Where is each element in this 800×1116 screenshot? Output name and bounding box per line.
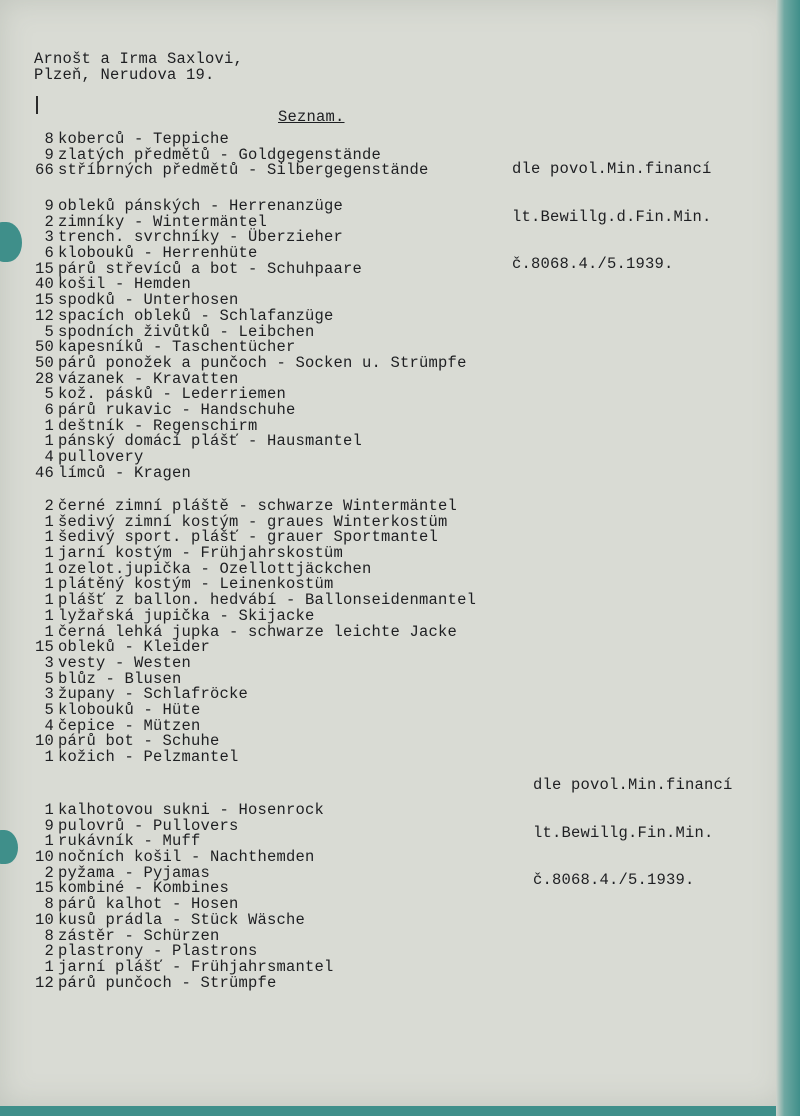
item-description: kapesníků - Taschentücher bbox=[58, 338, 296, 357]
item-quantity: 4 bbox=[44, 448, 54, 466]
item-description: zimníky - Wintermäntel bbox=[58, 212, 268, 231]
item-description: trench. svrchníky - Überzieher bbox=[58, 228, 344, 247]
item-description: nočních košil - Nachthemden bbox=[58, 848, 315, 867]
item-description: vesty - Westen bbox=[58, 653, 192, 672]
item-quantity: 10 bbox=[34, 910, 54, 929]
item-description: ozelot.jupička - Ozellottjäckchen bbox=[58, 559, 372, 578]
item-quantity: 1 bbox=[44, 575, 54, 594]
item-quantity: 50 bbox=[34, 353, 54, 372]
item-quantity: 15 bbox=[34, 291, 54, 310]
inventory-group-misc bbox=[28, 803, 334, 991]
item-quantity: 1 bbox=[44, 416, 54, 435]
item-quantity: 66 bbox=[34, 161, 54, 180]
item-quantity: 5 bbox=[44, 669, 54, 688]
inventory-group-mens bbox=[28, 199, 467, 481]
item-quantity: 6 bbox=[44, 244, 54, 263]
page-title: Seznam. bbox=[278, 108, 345, 126]
item-quantity: 1 bbox=[44, 957, 54, 976]
item-description: kož. pásků - Lederriemen bbox=[58, 385, 287, 404]
item-description: plášť z ballon. hedvábí - Ballonseidenmantel bbox=[58, 591, 477, 610]
item-description: zlatých předmětů - Goldgegenstände bbox=[58, 145, 382, 164]
item-quantity: 1 bbox=[44, 606, 54, 625]
item-quantity: 15 bbox=[34, 879, 54, 898]
item-description: košil - Hemden bbox=[58, 275, 192, 294]
item-quantity: 5 bbox=[44, 700, 54, 719]
item-description: pulovrů - Pullovers bbox=[58, 816, 239, 835]
item-quantity: 5 bbox=[44, 322, 54, 341]
item-description: kožich - Pelzmantel bbox=[58, 748, 239, 766]
item-quantity: 2 bbox=[44, 497, 54, 515]
item-quantity: 9 bbox=[44, 816, 54, 835]
item-quantity: 3 bbox=[44, 685, 54, 704]
item-quantity: 8 bbox=[44, 130, 54, 148]
item-quantity: 40 bbox=[34, 275, 54, 294]
item-quantity: 6 bbox=[44, 400, 54, 419]
item-description: kalhotovou sukni - Hosenrock bbox=[58, 801, 325, 819]
item-description: spodních živůtků - Leibchen bbox=[58, 322, 315, 341]
item-description: párů rukavic - Handschuhe bbox=[58, 400, 296, 419]
item-description: klobouků - Hüte bbox=[58, 700, 201, 719]
item-quantity: 15 bbox=[34, 259, 54, 278]
item-description: pullovery bbox=[58, 448, 144, 466]
item-description: blůz - Blusen bbox=[58, 669, 182, 688]
address-line-2: Plzeň, Nerudova 19. bbox=[34, 66, 215, 84]
item-quantity: 2 bbox=[44, 863, 54, 882]
item-quantity: 1 bbox=[44, 559, 54, 578]
item-quantity: 9 bbox=[44, 197, 54, 215]
item-description: kombiné - Kombines bbox=[58, 879, 230, 898]
item-quantity: 5 bbox=[44, 385, 54, 404]
item-quantity: 1 bbox=[44, 512, 54, 531]
inventory-group-valuables bbox=[28, 132, 429, 179]
item-description: límců - Kragen bbox=[58, 463, 192, 482]
permit-note-line: lt.Bewillg.Fin.Min. bbox=[533, 823, 714, 842]
permit-note-line: dle povol.Min.financí bbox=[533, 776, 733, 795]
item-quantity: 15 bbox=[34, 638, 54, 657]
address-line-1: Arnošt a Irma Saxlovi, bbox=[34, 50, 244, 68]
item-description: župany - Schlafröcke bbox=[58, 685, 249, 704]
item-description: černé zimní pláště - schwarze Wintermäntel bbox=[58, 497, 458, 515]
list-item bbox=[28, 973, 334, 992]
inventory-group-womens bbox=[28, 499, 476, 766]
item-description: lyžařská jupička - Skijacke bbox=[58, 606, 315, 625]
item-description: šedivý zimní kostým - graues Winterkostüm bbox=[58, 512, 448, 531]
permit-note-bottom bbox=[533, 747, 733, 904]
item-quantity: 2 bbox=[44, 212, 54, 231]
item-quantity: 4 bbox=[44, 716, 54, 735]
item-description: koberců - Teppiche bbox=[58, 130, 230, 148]
permit-note-line: č.8068.4./5.1939. bbox=[512, 254, 674, 273]
item-description: párů ponožek a punčoch - Socken u. Strümpfe bbox=[58, 353, 467, 372]
item-quantity: 12 bbox=[34, 306, 54, 325]
item-description: černá lehká jupka - schwarze leichte Jacke bbox=[58, 622, 458, 641]
item-description: plátěný kostým - Leinenkostüm bbox=[58, 575, 334, 594]
list-item bbox=[28, 163, 429, 179]
item-description: jarní plášť - Frühjahrsmantel bbox=[58, 957, 334, 976]
item-description: rukávník - Muff bbox=[58, 832, 201, 851]
item-description: párů punčoch - Strümpfe bbox=[58, 973, 277, 992]
item-description: zástěr - Schürzen bbox=[58, 926, 220, 945]
item-description: párů kalhot - Hosen bbox=[58, 895, 239, 914]
item-quantity: 1 bbox=[44, 832, 54, 851]
item-description: plastrony - Plastrons bbox=[58, 942, 258, 961]
item-description: obleků pánských - Herrenanzüge bbox=[58, 197, 344, 215]
item-quantity: 12 bbox=[34, 973, 54, 992]
item-description: šedivý sport. plášť - grauer Sportmantel bbox=[58, 528, 439, 547]
item-description: klobouků - Herrenhüte bbox=[58, 244, 258, 263]
item-quantity: 1 bbox=[44, 544, 54, 563]
item-quantity: 3 bbox=[44, 228, 54, 247]
item-quantity: 1 bbox=[44, 622, 54, 641]
item-description: deštník - Regenschirm bbox=[58, 416, 258, 435]
item-description: vázanek - Kravatten bbox=[58, 369, 239, 388]
item-quantity: 1 bbox=[44, 528, 54, 547]
item-quantity: 10 bbox=[34, 732, 54, 751]
list-item bbox=[28, 463, 467, 482]
item-quantity: 2 bbox=[44, 942, 54, 961]
item-quantity: 3 bbox=[44, 653, 54, 672]
item-description: pánský domácí plášť - Hausmantel bbox=[58, 432, 363, 451]
permit-note-line: lt.Bewillg.d.Fin.Min. bbox=[512, 207, 712, 226]
item-description: stříbrných předmětů - Silbergegenstände bbox=[58, 161, 429, 180]
list-item bbox=[28, 750, 476, 766]
item-quantity: 9 bbox=[44, 145, 54, 164]
item-quantity: 1 bbox=[44, 748, 54, 766]
item-quantity: 8 bbox=[44, 926, 54, 945]
item-description: kusů prádla - Stück Wäsche bbox=[58, 910, 306, 929]
item-quantity: 1 bbox=[44, 432, 54, 451]
paper-edge-shadow bbox=[776, 0, 800, 1116]
item-quantity: 1 bbox=[44, 801, 54, 819]
permit-note-line: č.8068.4./5.1939. bbox=[533, 870, 695, 889]
item-quantity: 10 bbox=[34, 848, 54, 867]
item-description: spacích obleků - Schlafanzüge bbox=[58, 306, 334, 325]
item-quantity: 46 bbox=[34, 463, 54, 482]
item-description: obleků - Kleider bbox=[58, 638, 211, 657]
item-quantity: 8 bbox=[44, 895, 54, 914]
item-description: párů střevíců a bot - Schuhpaare bbox=[58, 259, 363, 278]
permit-note-line: dle povol.Min.financí bbox=[512, 160, 712, 179]
item-quantity: 1 bbox=[44, 591, 54, 610]
item-description: čepice - Mützen bbox=[58, 716, 201, 735]
item-quantity: 28 bbox=[34, 369, 54, 388]
item-quantity: 50 bbox=[34, 338, 54, 357]
item-description: párů bot - Schuhe bbox=[58, 732, 220, 751]
item-description: jarní kostým - Frühjahrskostüm bbox=[58, 544, 344, 563]
hole-punch-mark bbox=[36, 96, 38, 114]
item-description: spodků - Unterhosen bbox=[58, 291, 239, 310]
item-description: pyžama - Pyjamas bbox=[58, 863, 211, 882]
permit-note-top bbox=[512, 131, 712, 288]
